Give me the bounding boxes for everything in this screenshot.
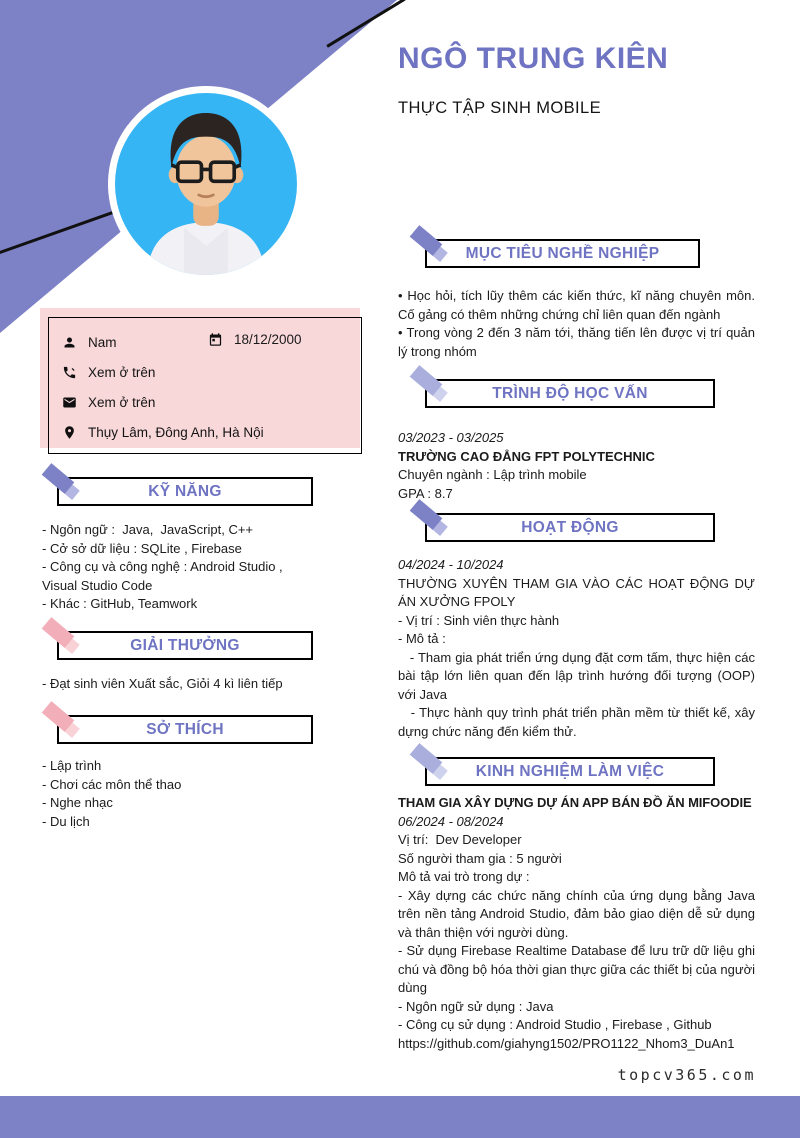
experience-line: - Sử dụng Firebase Realtime Database để lưu trữ dữ liệu ghi chú và đồng bộ hóa thời gian thực giữa các thiết bị của người dùng [398,943,759,995]
email-value: Xem ở trên [88,394,156,410]
section-header-experience [425,757,715,786]
experience-line: Số người tham gia : 5 người [398,850,562,866]
objective-item: • Học hỏi, tích lũy thêm các kiến thức, kĩ năng chuyên môn. Cố gảng có thêm những chứng chỉ liên quan đến ngành [398,288,759,322]
section-title-activities: HOẠT ĐỘNG [521,518,619,536]
section-header-awards [57,631,313,660]
section-title-experience: KINH NGHIỆM LÀM VIỆC [475,762,665,780]
profile-photo [115,93,297,275]
watermark-site: topcv365.com [617,1066,756,1084]
hobbies-list [42,757,324,831]
person-icon [62,335,77,350]
contact-row-dob [208,332,302,347]
contact-row-email [62,392,155,412]
education-school: TRƯỜNG CAO ĐẲNG FPT POLYTECHNIC [398,448,655,464]
avatar-illustration [115,93,297,275]
contact-row-address [62,422,264,442]
experience-line: Mô tả vai trò trong dự : [398,869,530,884]
section-title-education: TRÌNH ĐỘ HỌC VẤN [492,384,648,402]
section-title-hobbies: SỞ THÍCH [146,720,224,738]
hobby-item: - Chơi các môn thể thao [42,776,182,792]
objective-item: • Trong vòng 2 đến 3 năm tới, thăng tiến lên được vị trí quản lý trong nhóm [398,325,759,359]
section-header-activities [425,513,715,542]
skill-item: - Cở sở dữ liệu : SQLite , Firebase [42,540,242,556]
activities-line: - Thực hành quy trình phát triển phần mềm từ thiết kế, xây dựng chức năng đến kiểm thử. [398,705,759,739]
section-header-hobbies [57,715,313,744]
experience-line: - Công cụ sử dụng : Android Studio , Firebase , Github [398,1017,712,1032]
github-url-link[interactable]: https://github.com/giahyng1502/PRO1122_Nhom3_DuAn1 [398,1035,735,1051]
skill-item: - Công cụ và công nghệ : Android Studio , Visual Studio Code [42,559,290,593]
education-content [398,429,755,503]
contact-row-phone [62,362,155,382]
awards-list [42,675,334,694]
experience-line: - Ngôn ngữ sử dụng : Java [398,998,554,1014]
skill-item: - Khác : GitHub, Teamwork [42,596,198,611]
footer-purple-bar [0,1096,800,1138]
hobby-item: - Lập trình [42,758,102,773]
experience-line: Vị trí: Dev Developer [398,832,522,847]
education-period: 03/2023 - 03/2025 [398,430,504,445]
experience-project-title: THAM GIA XÂY DỰNG DỰ ÁN APP BÁN ĐỒ ĂN MIFOODIE [398,795,752,810]
experience-period: 06/2024 - 08/2024 [398,813,504,829]
experience-content [398,794,759,1053]
contact-row-gender [62,332,117,352]
activities-line: - Vị trí : Sinh viên thực hành [398,612,560,628]
candidate-name: NGÔ TRUNG KIÊN [398,42,669,75]
gender-value: Nam [88,334,117,350]
activities-line: - Tham gia phát triển ứng dụng đặt cơm tấm, thực hiện các bài tập lớn liên quan đến lập trình hướng đối tượng (OOP) với Java [398,649,759,702]
section-header-skills [57,477,313,506]
section-header-objective [425,239,700,268]
dob-value: 18/12/2000 [234,332,302,347]
section-title-awards: GIẢI THƯỞNG [130,636,240,654]
section-title-objective: MỤC TIÊU NGHỀ NGHIỆP [465,244,660,262]
activities-period: 04/2024 - 10/2024 [398,557,504,572]
location-pin-icon [62,425,77,440]
hobby-item: - Nghe nhạc [42,795,113,810]
skill-item: - Ngôn ngữ : Java, JavaScript, C++ [42,522,254,537]
candidate-job-title: THỰC TẬP SINH MOBILE [398,99,602,117]
address-value: Thụy Lâm, Đông Anh, Hà Nội [88,424,264,440]
activities-line: - Mô tả : [398,631,446,646]
contact-box [40,308,360,448]
award-item: - Đạt sinh viên Xuất sắc, Giỏi 4 kì liên tiếp [42,676,283,691]
activities-heading: THƯỜNG XUYÊN THAM GIA VÀO CÁC HOẠT ĐỘNG DỰ ÁN XƯỞNG FPOLY [398,575,759,609]
education-major: Chuyên ngành : Lập trình mobile [398,467,587,482]
phone-value: Xem ở trên [88,364,156,380]
education-gpa: GPA : 8.7 [398,485,453,501]
envelope-icon [62,395,77,410]
hobby-item: - Du lịch [42,813,90,829]
experience-line: - Xây dựng các chức năng chính của ứng dụng bằng Java trên nền tảng Android Studio, đảm bảo giao diện dễ sử dụng và thân thiện với người dùng. [398,887,759,940]
section-title-skills: KỸ NĂNG [148,482,222,500]
calendar-icon [208,332,223,347]
skills-list [42,521,324,614]
section-header-education [425,379,715,408]
phone-icon [62,365,77,380]
profile-photo-ring [108,86,304,282]
objective-content [398,287,759,361]
activities-content [398,556,759,741]
